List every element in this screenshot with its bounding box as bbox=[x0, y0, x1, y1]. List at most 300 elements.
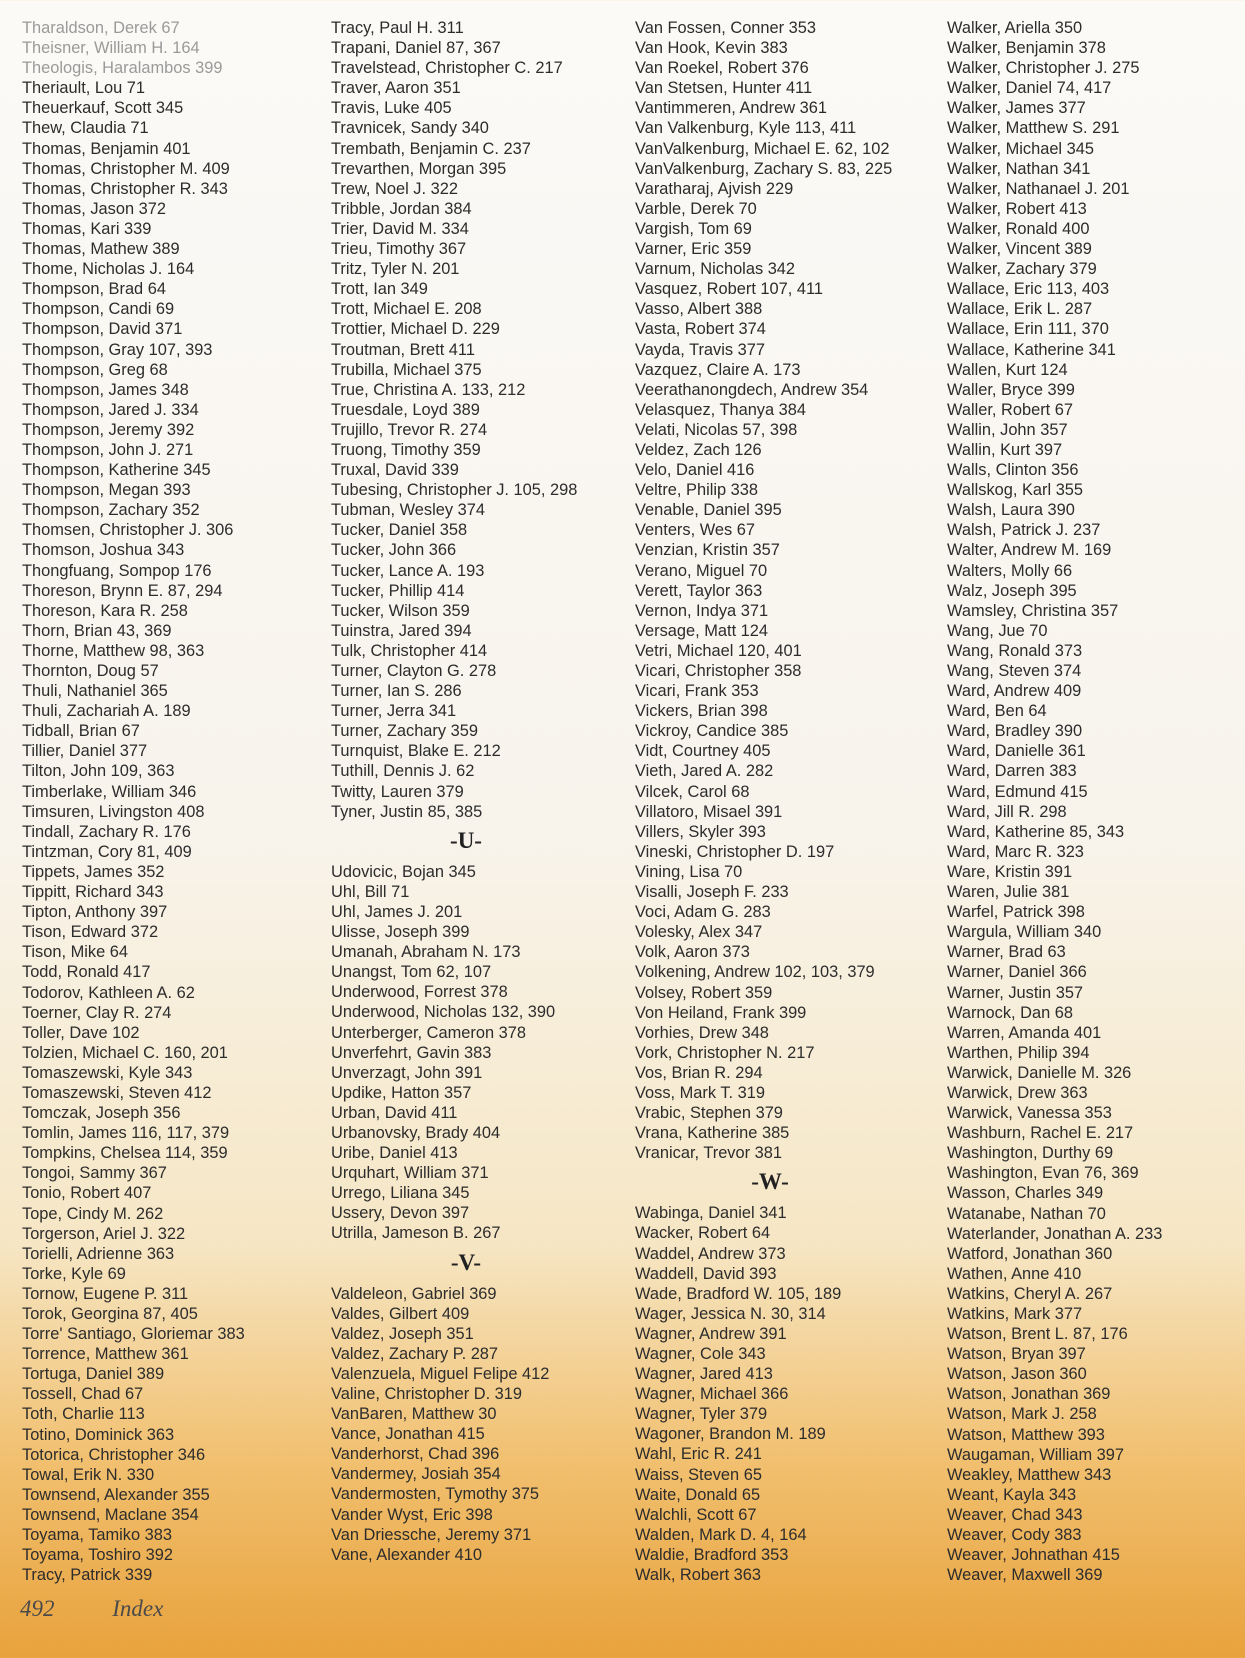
index-entry: Van Stetsen, Hunter 411 bbox=[635, 79, 813, 98]
index-entry: Walk, Robert 363 bbox=[635, 1566, 762, 1585]
index-entry: Tyner, Justin 85, 385 bbox=[331, 802, 483, 821]
index-entry: Tippets, James 352 bbox=[22, 862, 165, 881]
index-entry: Urbanovsky, Brady 404 bbox=[331, 1123, 501, 1142]
index-entry: Truong, Timothy 359 bbox=[331, 440, 481, 459]
index-entry: Updike, Hatton 357 bbox=[331, 1083, 472, 1102]
index-entry: Von Heiland, Frank 399 bbox=[635, 1003, 807, 1022]
index-entry: Vrana, Katherine 385 bbox=[635, 1124, 790, 1143]
index-entry: Tracy, Patrick 339 bbox=[22, 1566, 153, 1585]
index-entry: Valdez, Zachary P. 287 bbox=[331, 1344, 499, 1363]
index-entry: Theuerkauf, Scott 345 bbox=[22, 99, 184, 118]
index-entry: Valdez, Joseph 351 bbox=[331, 1324, 474, 1343]
index-entry: Walker, Robert 413 bbox=[947, 199, 1087, 218]
index-entry: Townsend, Alexander 355 bbox=[22, 1485, 210, 1504]
index-entry: Toller, Dave 102 bbox=[22, 1023, 140, 1042]
index-entry: Velati, Nicolas 57, 398 bbox=[635, 420, 798, 439]
index-entry: Thomas, Christopher M. 409 bbox=[22, 159, 230, 178]
index-entry: Ward, Bradley 390 bbox=[947, 722, 1083, 741]
index-entry: Walker, Ariella 350 bbox=[947, 19, 1083, 37]
index-entry: Weant, Kayla 343 bbox=[947, 1485, 1077, 1504]
index-entry: Vargish, Tom 69 bbox=[635, 219, 752, 238]
index-entry: Trieu, Timothy 367 bbox=[331, 240, 467, 259]
index-entry: Torielli, Adrienne 363 bbox=[22, 1244, 175, 1263]
index-entry: Warner, Daniel 366 bbox=[947, 963, 1087, 982]
index-entry: Wallace, Erik L. 287 bbox=[947, 300, 1093, 319]
index-entry: Varble, Derek 70 bbox=[635, 199, 757, 218]
index-entry: Walls, Clinton 356 bbox=[947, 461, 1079, 480]
index-entry: Ware, Kristin 391 bbox=[947, 862, 1073, 881]
index-entry: Washburn, Rachel E. 217 bbox=[947, 1124, 1134, 1143]
index-entry: Unverfehrt, Gavin 383 bbox=[331, 1043, 492, 1062]
index-entry: Walter, Andrew M. 169 bbox=[947, 541, 1112, 560]
index-entry: Tucker, Daniel 358 bbox=[331, 521, 468, 540]
index-entry: Tracy, Paul H. 311 bbox=[331, 19, 464, 37]
index-entry: Turnquist, Blake E. 212 bbox=[331, 742, 501, 761]
index-entry: Tubesing, Christopher J. 105, 298 bbox=[331, 481, 578, 500]
index-entry: Thomas, Kari 339 bbox=[22, 219, 152, 238]
index-entry: Velasquez, Thanya 384 bbox=[635, 400, 807, 419]
index-entry: Thompson, Megan 393 bbox=[22, 481, 191, 500]
index-entry: Vicari, Christopher 358 bbox=[635, 662, 802, 680]
index-entry: Warner, Justin 357 bbox=[947, 983, 1084, 1002]
index-entry: Wade, Bradford W. 105, 189 bbox=[635, 1284, 842, 1303]
index-entry: Troutman, Brett 411 bbox=[331, 340, 475, 359]
index-entry: Tornow, Eugene P. 311 bbox=[22, 1284, 189, 1303]
index-entry: Vandermey, Josiah 354 bbox=[331, 1465, 501, 1484]
index-entry: Unterberger, Cameron 378 bbox=[331, 1023, 526, 1042]
index-entry: Vranicar, Trevor 381 bbox=[635, 1144, 782, 1163]
index-entry: Torke, Kyle 69 bbox=[22, 1264, 126, 1283]
index-entry: Tipton, Anthony 397 bbox=[22, 903, 168, 922]
index-entry: Weaver, Chad 343 bbox=[947, 1505, 1083, 1524]
index-entry: Warthen, Philip 394 bbox=[947, 1043, 1090, 1062]
index-entry: Walker, Nathan 341 bbox=[947, 159, 1091, 178]
index-entry: Trottier, Michael D. 229 bbox=[331, 320, 500, 339]
index-entry: Valdeleon, Gabriel 369 bbox=[331, 1284, 497, 1303]
index-entry: Waterlander, Jonathan A. 233 bbox=[947, 1224, 1163, 1243]
index-entry: Ulisse, Joseph 399 bbox=[331, 923, 470, 942]
index-entry: Wasson, Charles 349 bbox=[947, 1184, 1104, 1203]
index-entry: Trembath, Benjamin C. 237 bbox=[331, 139, 531, 158]
index-entry: Villers, Skyler 393 bbox=[635, 822, 766, 841]
index-entry: Urrego, Liliana 345 bbox=[331, 1184, 470, 1203]
index-entry: Weaver, Maxwell 369 bbox=[947, 1566, 1103, 1585]
index-entry: Vickers, Brian 398 bbox=[635, 702, 768, 721]
index-entry: Ward, Jill R. 298 bbox=[947, 802, 1067, 821]
index-entry: Tidball, Brian 67 bbox=[22, 722, 140, 741]
index-entry: Warfel, Patrick 398 bbox=[947, 903, 1085, 922]
index-entry: Vieth, Jared A. 282 bbox=[635, 762, 774, 781]
index-entry: Waller, Bryce 399 bbox=[947, 380, 1075, 399]
index-entry: Theisner, William H. 164 bbox=[22, 39, 200, 58]
index-entry: Timsuren, Livingston 408 bbox=[22, 802, 205, 821]
index-entry: Thompson, Jeremy 392 bbox=[22, 420, 195, 439]
index-entry: Vasta, Robert 374 bbox=[635, 320, 766, 339]
index-entry: Toerner, Clay R. 274 bbox=[22, 1003, 172, 1022]
index-entry: Wallace, Erin 111, 370 bbox=[947, 320, 1109, 339]
index-entry: VanValkenburg, Zachary S. 83, 225 bbox=[635, 159, 893, 178]
page-footer bbox=[20, 1596, 163, 1622]
index-entry: Walden, Mark D. 4, 164 bbox=[635, 1525, 807, 1544]
index-entry: Wagner, Tyler 379 bbox=[635, 1405, 768, 1424]
index-entry: Tortuga, Daniel 389 bbox=[22, 1365, 165, 1384]
index-column-2 bbox=[331, 18, 631, 1565]
index-entry: Warwick, Vanessa 353 bbox=[947, 1104, 1112, 1123]
index-entry: Thomas, Jason 372 bbox=[22, 199, 166, 218]
index-entry: Trevarthen, Morgan 395 bbox=[331, 159, 507, 178]
index-entry: Turner, Clayton G. 278 bbox=[331, 662, 497, 680]
index-entry: Vance, Jonathan 415 bbox=[331, 1425, 485, 1444]
index-entry: Thomas, Mathew 389 bbox=[22, 240, 180, 259]
index-entry: Wang, Ronald 373 bbox=[947, 641, 1083, 660]
index-entry: Thome, Nicholas J. 164 bbox=[22, 260, 195, 279]
index-entry: Trier, David M. 334 bbox=[331, 219, 469, 238]
index-entry: Warren, Amanda 401 bbox=[947, 1023, 1102, 1042]
index-entry: Thongfuang, Sompop 176 bbox=[22, 561, 212, 580]
index-entry: Tonio, Robert 407 bbox=[22, 1184, 152, 1203]
index-entry: Walker, James 377 bbox=[947, 99, 1086, 118]
index-entry: Verano, Miguel 70 bbox=[635, 561, 768, 580]
index-entry: Vicari, Frank 353 bbox=[635, 682, 759, 701]
index-entry: Thompson, Zachary 352 bbox=[22, 501, 200, 520]
index-entry: Waren, Julie 381 bbox=[947, 883, 1070, 902]
index-entry: Thomas, Christopher R. 343 bbox=[22, 179, 228, 198]
index-entry: Tucker, Lance A. 193 bbox=[331, 561, 485, 580]
index-entry: Thompson, Greg 68 bbox=[22, 360, 168, 379]
index-entry: Truesdale, Loyd 389 bbox=[331, 400, 480, 419]
index-entry: Warner, Brad 63 bbox=[947, 943, 1066, 962]
index-entry: Villatoro, Misael 391 bbox=[635, 802, 783, 821]
index-entry: Thoreson, Brynn E. 87, 294 bbox=[22, 581, 223, 600]
index-entry: Vilcek, Carol 68 bbox=[635, 782, 750, 801]
index-entry: Vineski, Christopher D. 197 bbox=[635, 842, 835, 861]
index-entry: Ward, Darren 383 bbox=[947, 762, 1077, 781]
index-entry: Wagoner, Brandon M. 189 bbox=[635, 1425, 826, 1444]
index-entry: Varner, Eric 359 bbox=[635, 240, 752, 259]
index-entry: VanBaren, Matthew 30 bbox=[331, 1405, 497, 1424]
index-entry: Thomas, Benjamin 401 bbox=[22, 139, 191, 158]
index-entry: Vander Wyst, Eric 398 bbox=[331, 1505, 493, 1524]
index-entry: Visalli, Joseph F. 233 bbox=[635, 883, 789, 902]
index-entry: Wallace, Eric 113, 403 bbox=[947, 280, 1110, 299]
index-entry: Trew, Noel J. 322 bbox=[331, 179, 458, 198]
index-entry: Vetri, Michael 120, 401 bbox=[635, 641, 802, 660]
index-entry: Ward, Edmund 415 bbox=[947, 782, 1088, 801]
index-entry: Turner, Jerra 341 bbox=[331, 702, 457, 721]
index-entry: Trapani, Daniel 87, 367 bbox=[331, 39, 501, 58]
index-entry: Todorov, Kathleen A. 62 bbox=[22, 983, 195, 1002]
index-entry: Waldie, Bradford 353 bbox=[635, 1545, 789, 1564]
index-column-4 bbox=[947, 18, 1245, 1585]
index-entry: Vork, Christopher N. 217 bbox=[635, 1043, 815, 1062]
index-entry: Tribble, Jordan 384 bbox=[331, 199, 472, 218]
index-entry: Walker, Daniel 74, 417 bbox=[947, 79, 1112, 98]
index-entry: Tolzien, Michael C. 160, 201 bbox=[22, 1043, 228, 1062]
index-entry: Voss, Mark T. 319 bbox=[635, 1083, 765, 1102]
index-entry: Walz, Joseph 395 bbox=[947, 581, 1077, 600]
index-entry: Vandermosten, Tymothy 375 bbox=[331, 1485, 540, 1504]
index-entry: Tison, Mike 64 bbox=[22, 943, 128, 962]
index-entry: Watson, Jonathan 369 bbox=[947, 1385, 1111, 1404]
index-entry: Wathen, Anne 410 bbox=[947, 1264, 1082, 1283]
index-entry: Van Valkenburg, Kyle 113, 411 bbox=[635, 119, 857, 138]
index-entry: Trujillo, Trevor R. 274 bbox=[331, 420, 488, 439]
index-entry: Twitty, Lauren 379 bbox=[331, 782, 464, 801]
index-entry: Tharaldson, Derek 67 bbox=[22, 19, 180, 37]
index-entry: Thompson, David 371 bbox=[22, 320, 183, 339]
index-entry: Wagner, Andrew 391 bbox=[635, 1324, 787, 1343]
index-entry: Vickroy, Candice 385 bbox=[635, 722, 789, 741]
index-entry: Tucker, Phillip 414 bbox=[331, 581, 465, 600]
index-entry: Thompson, Brad 64 bbox=[22, 280, 166, 299]
index-entry: Thoreson, Kara R. 258 bbox=[22, 601, 188, 620]
index-entry: Wagner, Cole 343 bbox=[635, 1345, 766, 1363]
index-entry: Thompson, James 348 bbox=[22, 380, 189, 399]
index-entry: Walker, Matthew S. 291 bbox=[947, 119, 1120, 138]
index-entry: Velo, Daniel 416 bbox=[635, 461, 755, 480]
index-entry: Voci, Adam G. 283 bbox=[635, 903, 771, 922]
index-entry: Vidt, Courtney 405 bbox=[635, 742, 771, 761]
index-entry: Walsh, Laura 390 bbox=[947, 501, 1075, 520]
index-entry: Torgerson, Ariel J. 322 bbox=[22, 1224, 186, 1243]
index-entry: Tubman, Wesley 374 bbox=[331, 501, 485, 520]
index-entry: Wallin, John 357 bbox=[947, 420, 1068, 439]
index-entry: Wager, Jessica N. 30, 314 bbox=[635, 1304, 826, 1323]
index-entry: Thompson, John J. 271 bbox=[22, 440, 194, 459]
index-entry: Valine, Christopher D. 319 bbox=[331, 1385, 523, 1403]
index-entry: Wallskog, Karl 355 bbox=[947, 481, 1084, 500]
index-entry: Wahl, Eric R. 241 bbox=[635, 1445, 762, 1464]
index-entry: Watson, Brent L. 87, 176 bbox=[947, 1325, 1128, 1344]
index-entry: Travnicek, Sandy 340 bbox=[331, 119, 489, 138]
letter-heading: -U- bbox=[450, 827, 482, 853]
index-entry: Walker, Christopher J. 275 bbox=[947, 59, 1140, 78]
index-entry: Trott, Michael E. 208 bbox=[331, 300, 482, 319]
index-entry: Thompson, Jared J. 334 bbox=[22, 400, 199, 419]
index-entry: Urban, David 411 bbox=[331, 1103, 458, 1122]
index-entry: Thompson, Candi 69 bbox=[22, 300, 175, 319]
index-entry: Theologis, Haralambos 399 bbox=[22, 59, 223, 78]
index-entry: Thomson, Joshua 343 bbox=[22, 541, 185, 560]
index-entry: Walters, Molly 66 bbox=[947, 561, 1073, 580]
index-entry: Torre' Santiago, Gloriemar 383 bbox=[22, 1325, 245, 1344]
index-entry: Wagner, Michael 366 bbox=[635, 1385, 789, 1404]
index-entry: Toyama, Toshiro 392 bbox=[22, 1546, 173, 1565]
letter-heading: -W- bbox=[751, 1169, 789, 1195]
index-entry: Totino, Dominick 363 bbox=[22, 1425, 175, 1444]
index-entry: Thorn, Brian 43, 369 bbox=[22, 621, 172, 640]
index-entry: True, Christina A. 133, 212 bbox=[331, 380, 526, 399]
index-entry: Wagner, Jared 413 bbox=[635, 1365, 773, 1384]
index-entry: Weakley, Matthew 343 bbox=[947, 1465, 1112, 1484]
index-entry: Uribe, Daniel 413 bbox=[331, 1144, 458, 1163]
index-entry: Ward, Danielle 361 bbox=[947, 742, 1086, 761]
index-entry: Turner, Zachary 359 bbox=[331, 722, 478, 741]
index-entry: Thornton, Doug 57 bbox=[22, 662, 159, 680]
index-entry: Tompkins, Chelsea 114, 359 bbox=[22, 1144, 228, 1163]
index-entry: Waite, Donald 65 bbox=[635, 1485, 761, 1504]
index-entry: VanValkenburg, Michael E. 62, 102 bbox=[635, 139, 890, 158]
index-entry: Thomsen, Christopher J. 306 bbox=[22, 521, 234, 540]
index-entry: Vasquez, Robert 107, 411 bbox=[635, 280, 824, 299]
index-entry: Venzian, Kristin 357 bbox=[635, 541, 780, 560]
index-entry: Vernon, Indya 371 bbox=[635, 601, 769, 620]
index-column-3 bbox=[635, 18, 935, 1585]
index-entry: Valenzuela, Miguel Felipe 412 bbox=[331, 1364, 550, 1383]
index-entry: Venters, Wes 67 bbox=[635, 521, 755, 540]
index-entry: Thompson, Katherine 345 bbox=[22, 461, 211, 480]
index-entry: Torok, Georgina 87, 405 bbox=[22, 1305, 198, 1323]
index-entry: Tillier, Daniel 377 bbox=[22, 742, 148, 761]
index-entry: Wallin, Kurt 397 bbox=[947, 440, 1063, 459]
index-entry: Weaver, Cody 383 bbox=[947, 1526, 1082, 1545]
index-entry: Tomaszewski, Steven 412 bbox=[22, 1083, 212, 1102]
index-entry: Tossell, Chad 67 bbox=[22, 1385, 144, 1404]
index-entry: Watson, Jason 360 bbox=[947, 1365, 1087, 1384]
index-entry: Vantimmeren, Andrew 361 bbox=[635, 99, 827, 118]
index-entry: Wallen, Kurt 124 bbox=[947, 360, 1068, 379]
index-entry: Veerathanongdech, Andrew 354 bbox=[635, 380, 869, 399]
index-entry: Varatharaj, Ajvish 229 bbox=[635, 179, 794, 198]
index-entry: Thorne, Matthew 98, 363 bbox=[22, 641, 205, 660]
page-number: 492 bbox=[20, 1596, 55, 1621]
index-entry: Turner, Ian S. 286 bbox=[331, 682, 462, 701]
index-entry: Unangst, Tom 62, 107 bbox=[331, 963, 492, 982]
index-entry: Timberlake, William 346 bbox=[22, 782, 197, 801]
index-entry: Tritz, Tyler N. 201 bbox=[331, 260, 460, 279]
index-entry: Waller, Robert 67 bbox=[947, 400, 1074, 419]
index-entry: Warwick, Drew 363 bbox=[947, 1083, 1088, 1102]
index-entry: Van Fossen, Conner 353 bbox=[635, 19, 817, 37]
index-entry: Waiss, Steven 65 bbox=[635, 1465, 762, 1484]
index-entry: Walker, Ronald 400 bbox=[947, 219, 1090, 238]
index-entry: Tongoi, Sammy 367 bbox=[22, 1164, 167, 1183]
index-entry: Vos, Brian R. 294 bbox=[635, 1063, 763, 1082]
index-entry: Tindall, Zachary R. 176 bbox=[22, 822, 191, 841]
index-entry: Ward, Ben 64 bbox=[947, 702, 1047, 721]
index-entry: Watson, Bryan 397 bbox=[947, 1345, 1086, 1364]
index-entry: Wang, Jue 70 bbox=[947, 621, 1048, 640]
index-entry: Wargula, William 340 bbox=[947, 923, 1102, 942]
index-entry: Trott, Ian 349 bbox=[331, 280, 428, 299]
index-entry: Watanabe, Nathan 70 bbox=[947, 1204, 1106, 1223]
index-entry: Toyama, Tamiko 383 bbox=[22, 1526, 173, 1545]
index-entry: Venable, Daniel 395 bbox=[635, 501, 782, 520]
index-entry: Wabinga, Daniel 341 bbox=[635, 1204, 787, 1223]
index-entry: Versage, Matt 124 bbox=[635, 621, 769, 640]
index-entry: Verett, Taylor 363 bbox=[635, 581, 763, 600]
index-entry: Walker, Benjamin 378 bbox=[947, 39, 1106, 58]
index-entry: Veldez, Zach 126 bbox=[635, 440, 762, 459]
index-entry: Van Driessche, Jeremy 371 bbox=[331, 1525, 532, 1544]
index-entry: Volsey, Robert 359 bbox=[635, 983, 773, 1002]
index-entry: Valdes, Gilbert 409 bbox=[331, 1304, 470, 1323]
index-entry: Waddell, David 393 bbox=[635, 1264, 777, 1283]
index-entry: Vayda, Travis 377 bbox=[635, 340, 765, 359]
index-entry: Tope, Cindy M. 262 bbox=[22, 1204, 164, 1223]
index-entry: Washington, Durthy 69 bbox=[947, 1144, 1114, 1163]
index-entry: Vazquez, Claire A. 173 bbox=[635, 360, 801, 379]
index-entry: Walchli, Scott 67 bbox=[635, 1505, 757, 1524]
index-entry: Tippitt, Richard 343 bbox=[22, 883, 164, 902]
index-entry: Wamsley, Christina 357 bbox=[947, 601, 1119, 620]
index-entry: Veltre, Philip 338 bbox=[635, 481, 759, 500]
index-entry: Vrabic, Stephen 379 bbox=[635, 1104, 783, 1123]
index-entry: Watson, Matthew 393 bbox=[947, 1425, 1105, 1444]
index-entry: Weaver, Johnathan 415 bbox=[947, 1546, 1120, 1565]
index-entry: Tucker, Wilson 359 bbox=[331, 601, 470, 620]
index-entry: Tuthill, Dennis J. 62 bbox=[331, 762, 475, 781]
index-entry: Towal, Erik N. 330 bbox=[22, 1465, 155, 1484]
index-entry: Van Roekel, Robert 376 bbox=[635, 59, 809, 78]
index-entry: Tomlin, James 116, 117, 379 bbox=[22, 1124, 230, 1143]
index-entry: Tomczak, Joseph 356 bbox=[22, 1104, 181, 1123]
index-entry: Volesky, Alex 347 bbox=[635, 923, 763, 942]
index-entry: Ussery, Devon 397 bbox=[331, 1204, 470, 1223]
index-entry: Vorhies, Drew 348 bbox=[635, 1023, 769, 1042]
index-entry: Warnock, Dan 68 bbox=[947, 1003, 1074, 1022]
index-entry: Watson, Mark J. 258 bbox=[947, 1405, 1097, 1424]
index-entry: Tomaszewski, Kyle 343 bbox=[22, 1063, 193, 1082]
index-entry: Wallace, Katherine 341 bbox=[947, 340, 1116, 359]
index-entry: Toth, Charlie 113 bbox=[22, 1405, 145, 1424]
index-entry: Theriault, Lou 71 bbox=[22, 79, 146, 98]
index-entry: Watkins, Mark 377 bbox=[947, 1305, 1083, 1323]
index-entry: Todd, Ronald 417 bbox=[22, 963, 151, 982]
index-entry: Utrilla, Jameson B. 267 bbox=[331, 1224, 501, 1243]
index-entry: Tintzman, Cory 81, 409 bbox=[22, 842, 192, 861]
index-entry: Vane, Alexander 410 bbox=[331, 1545, 482, 1564]
index-entry: Underwood, Nicholas 132, 390 bbox=[331, 1003, 556, 1022]
index-entry: Torrence, Matthew 361 bbox=[22, 1345, 189, 1364]
index-entry: Urquhart, William 371 bbox=[331, 1164, 489, 1183]
index-entry: Truxal, David 339 bbox=[331, 461, 459, 480]
index-entry: Walker, Nathanael J. 201 bbox=[947, 179, 1130, 198]
index-entry: Travelstead, Christopher C. 217 bbox=[331, 59, 563, 78]
section-title: Index bbox=[112, 1596, 164, 1621]
index-entry: Townsend, Maclane 354 bbox=[22, 1505, 199, 1524]
index-entry: Volkening, Andrew 102, 103, 379 bbox=[635, 963, 875, 982]
index-entry: Walsh, Patrick J. 237 bbox=[947, 521, 1101, 540]
index-entry: Waugaman, William 397 bbox=[947, 1445, 1125, 1464]
index-entry: Uhl, James J. 201 bbox=[331, 902, 463, 921]
index-entry: Thuli, Nathaniel 365 bbox=[22, 682, 168, 701]
index-entry: Wang, Steven 374 bbox=[947, 662, 1082, 680]
index-entry: Vanderhorst, Chad 396 bbox=[331, 1445, 500, 1464]
index-entry: Warwick, Danielle M. 326 bbox=[947, 1063, 1132, 1082]
index-entry: Volk, Aaron 373 bbox=[635, 943, 750, 962]
letter-heading: -V- bbox=[450, 1249, 482, 1275]
index-entry: Traver, Aaron 351 bbox=[331, 79, 461, 98]
index-entry: Walker, Michael 345 bbox=[947, 139, 1094, 158]
index-entry: Tulk, Christopher 414 bbox=[331, 641, 488, 660]
index-entry: Thew, Claudia 71 bbox=[22, 119, 149, 138]
index-entry: Uhl, Bill 71 bbox=[331, 882, 410, 901]
index-entry: Thuli, Zachariah A. 189 bbox=[22, 702, 191, 721]
index-entry: Tuinstra, Jared 394 bbox=[331, 621, 472, 640]
index-entry: Thompson, Gray 107, 393 bbox=[22, 340, 213, 359]
index-entry: Ward, Andrew 409 bbox=[947, 682, 1082, 701]
index-entry: Tilton, John 109, 363 bbox=[22, 762, 175, 781]
index-entry: Totorica, Christopher 346 bbox=[22, 1445, 206, 1464]
index-entry: Udovicic, Bojan 345 bbox=[331, 862, 476, 881]
index-entry: Watkins, Cheryl A. 267 bbox=[947, 1284, 1113, 1303]
index-entry: Travis, Luke 405 bbox=[331, 99, 452, 118]
index-entry: Walker, Vincent 389 bbox=[947, 240, 1092, 259]
index-entry: Waddel, Andrew 373 bbox=[635, 1244, 786, 1263]
index-entry: Watford, Jonathan 360 bbox=[947, 1244, 1113, 1263]
index-entry: Underwood, Forrest 378 bbox=[331, 983, 508, 1002]
